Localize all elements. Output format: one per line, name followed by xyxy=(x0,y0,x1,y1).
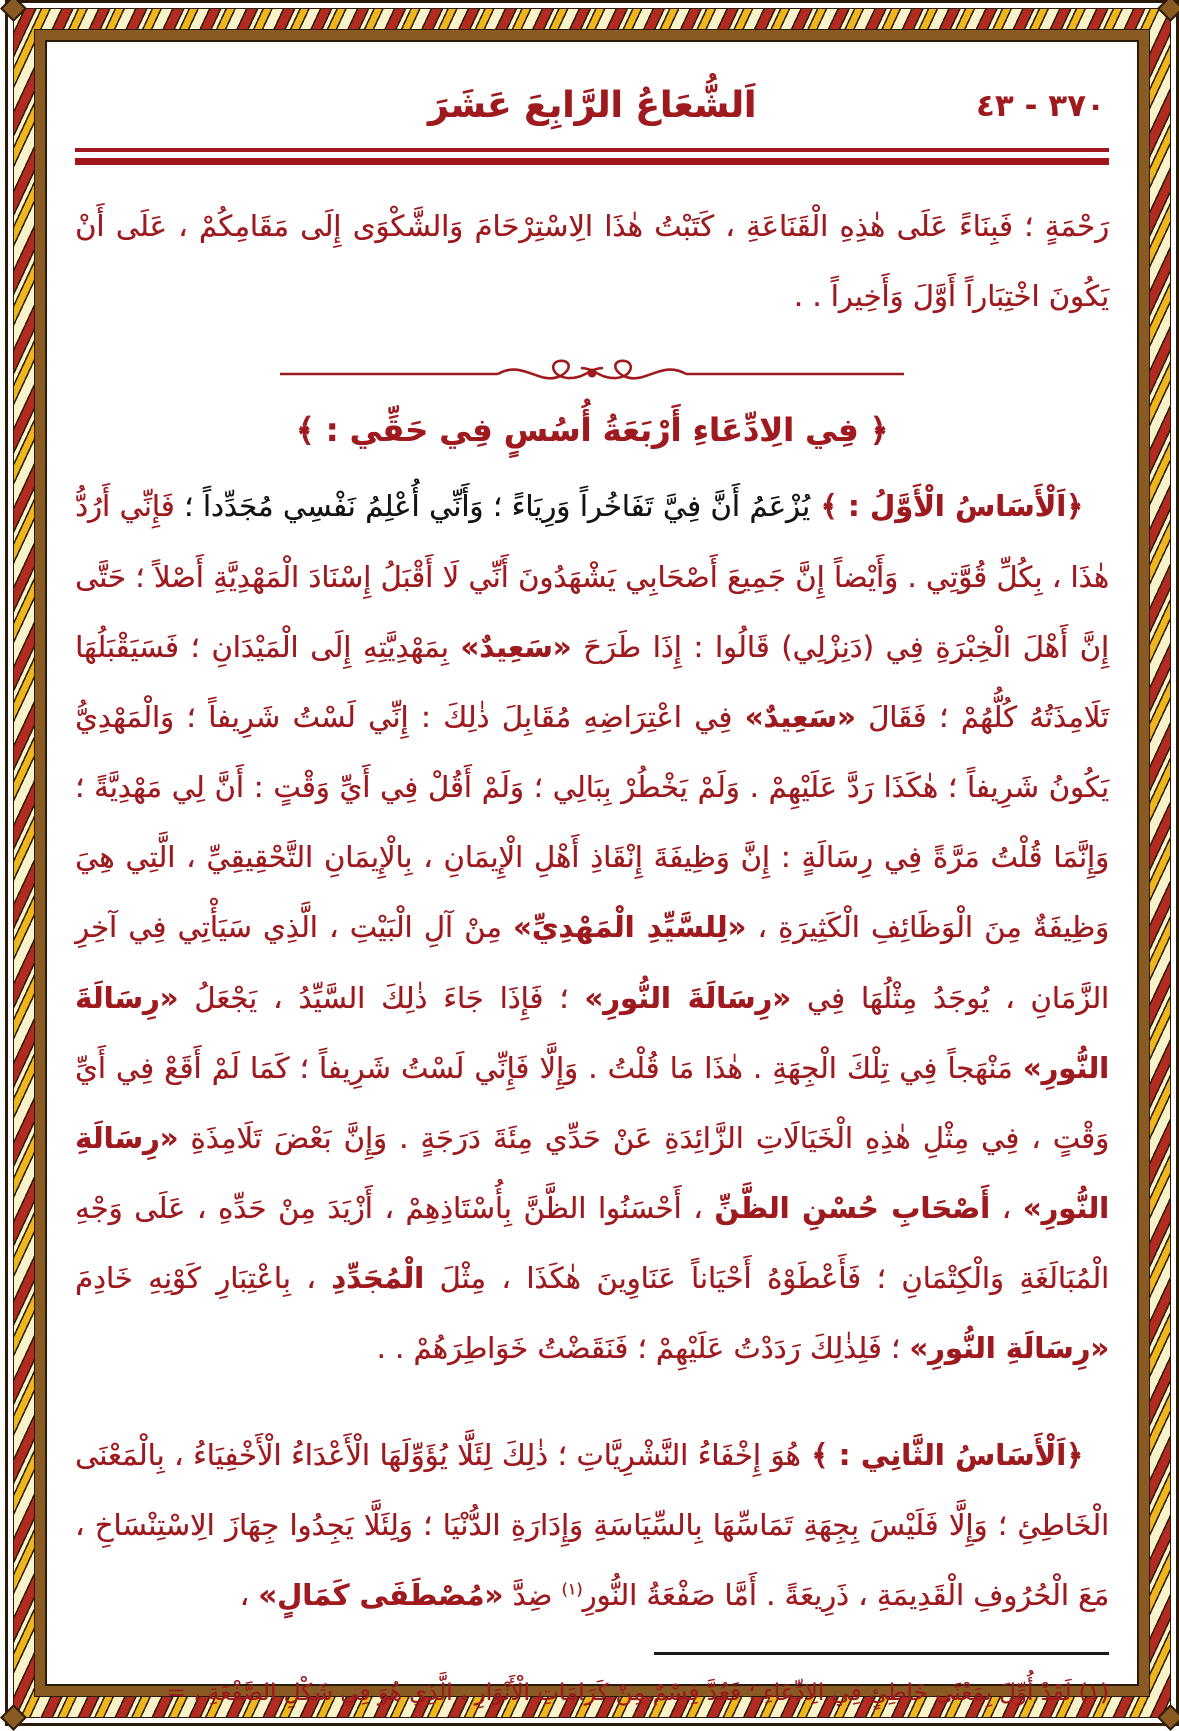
text-run: ؛ فَلِذٰلِكَ رَدَدْتُ عَلَيْهِمْ ؛ فَنَقَضْتُ خَوَاطِرَهُمْ . . xyxy=(376,1331,910,1366)
page-content xyxy=(45,40,1139,1707)
text-run: «لِلسَّيِّدِ الْمَهْدِيِّ» xyxy=(513,910,747,945)
text-run: «رِسَالَةَ النُّورِ» xyxy=(75,980,1109,1085)
text-run: «سَعِيدٌ» xyxy=(460,629,572,664)
page-title: اَلشُّعَاعُ الرَّابِعَ عَشَرَ xyxy=(427,85,757,126)
footnote-separator xyxy=(654,1652,1109,1655)
decorative-border-frame xyxy=(13,8,1171,1718)
text-run: فَإِنِّي أَرُدُّ هٰذَا ، بِكُلِّ قُوَّتِي . وَأَيْضاً إِنَّ جَمِيعَ أَصْحَابِي يَشْهَدُونَ أَنِّي لَا أَقْبَلُ إِسْنَادَ الْمَهْدِيَّةِ أَصْلاً ؛ حَتَّى إِنَّ أَهْلَ الْخِبْرَةِ فِي (دَنِزْلِي) قَالُوا : إِذَا طَرَحَ xyxy=(75,489,1109,664)
text-run: «رِسَالَةِ النُّورِ» xyxy=(75,1120,1109,1226)
page-numbers: ٣٧٠ - ٤٣ xyxy=(975,88,1105,124)
text-run: ، xyxy=(239,1577,259,1612)
flourish-divider-icon xyxy=(272,355,912,387)
paragraph-asas-2 xyxy=(75,1420,1109,1631)
paragraph-asas-1 xyxy=(75,471,1109,1383)
section-heading: ﴿ فِي الِادِّعَاءِ أَرْبَعَةُ أُسُسٍ فِي حَقِّي : ﴾ xyxy=(295,411,889,450)
text-run: الْمُجَدِّدِ xyxy=(331,1261,424,1296)
text-run: مِنْ آلِ الْبَيْتِ ، الَّذِي سَيَأْتِي فِي آخِرِ الزَّمَانِ ، يُوجَدُ مِثْلُهَا فِي xyxy=(75,910,1109,1015)
text-run: فِي اعْتِرَاضِهِ مُقَابِلَ ذٰلِكَ : إِنِّي لَسْتُ شَرِيفاً ؛ وَالْمَهْدِيُّ يَكُونُ شَرِيفاً ؛ هٰكَذَا رَدَّ عَلَيْهِمْ . وَلَمْ يَخْطُرْ بِبَالِي ؛ وَلَمْ أَقُلْ فِي أَيِّ وَقْتٍ : أَنَّ لِي مَهْدِيَّةً ؛ وَإِنَّمَا قُلْتُ مَرَّةً فِي رِسَالَةٍ : إِنَّ وَظِيفَةَ إِنْقَاذِ أَهْلِ الْإِيمَانِ ، بِالْإِيمَانِ التَّحْقِيقِيِّ ، الَّتِي هِيَ وَظِيفَةٌ مِنَ الْوَظَائِفِ الْكَثِيرَةِ ، xyxy=(75,699,1109,945)
intro-paragraph: رَحْمَةٍ ؛ فَبِنَاءً عَلَى هٰذِهِ الْقَنَاعَةِ ، كَتَبْتُ هٰذَا الِاسْتِرْحَامَ وَالشَّكْوَى إِلَى مَقَامِكُمْ ، عَلَى أَنْ يَكُونَ اخْتِبَاراً أَوَّلَ وَأَخِيراً . . xyxy=(75,209,1109,314)
text-run: أَصْحَابِ حُسْنِ الظَّنِّ xyxy=(714,1191,990,1226)
text-run: ، xyxy=(989,1191,1023,1226)
header-double-rule xyxy=(75,148,1109,165)
body-paragraphs xyxy=(75,471,1109,1630)
text-run: ، بِاعْتِبَارِ كَوْنِهِ خَادِمَ xyxy=(75,1261,332,1296)
text-run: ، أَحْسَنُوا الظَّنَّ بِأُسْتَاذِهِمْ ، أَزْيَدَ مِنْ حَدِّهِ ، عَلَى وَجْهِ الْمُبَالَغَةِ وَالْكِتْمَانِ ؛ فَأَعْطَوْهُ أَحْيَاناً عَنَاوِينَ هٰكَذَا ، مِثْلَ xyxy=(75,1191,1109,1296)
text-run: ﴿اَلْأَسَاسُ الْأَوَّلُ : ﴾ xyxy=(810,489,1084,524)
text-run: بِمَهْدِيَّتِهِ إِلَى الْمَيْدَانِ ؛ فَسَيَقْبَلُهَا تَلَامِذَتُهُ كُلُّهُمْ ؛ فَقَالَ xyxy=(75,629,1109,734)
text-run: هُوَ إِخْفَاءُ النَّشْرِيَّاتِ ؛ ذٰلِكَ لِئَلَّا يُؤَوِّلَهَا الْأَعْدَاءُ الْأَخْفِيَاءُ ، بِالْمَعْنَى الْخَاطِئِ ؛ وَإِلَّا فَلَيْسَ بِجِهَةِ تَمَاسِّهَا بِالسِّيَاسَةِ وَإِدَارَةِ الدُّنْيَا ؛ وَلِئَلَّا يَجِدُوا جِهَازَ الِاسْتِنْسَاخِ ، مَعَ الْحُرُوفِ الْقَدِيمَةِ ، ذَرِيعَةً . أَمَّا صَفْعَةُ النُّورِ xyxy=(75,1437,1109,1612)
text-run: ضِدَّ xyxy=(503,1577,562,1612)
text-run: «رِسَالَةِ النُّورِ» xyxy=(909,1331,1109,1366)
footnote-text: (١) لَقَدْ أُوِّلَ بِمَعْنًى خَاطِئٍ فِي الِادِّعَاءِ ؛ فَعُدَّ قِسْمٌ مِنْ كَرَامَاتِ الْأَنْوَارِ ، الَّذِي هُوَ فِي شَكْلِ الصَّفْعَةِ ، = xyxy=(166,1680,1109,1707)
text-run: مَنْهَجاً فِي تِلْكَ الْجِهَةِ . هٰذَا مَا قُلْتُ . وَإِلَّا فَإِنِّي لَسْتُ شَرِيفاً ؛ كَمَا لَمْ أَقَعْ فِي أَيِّ وَقْتٍ ، فِي مِثْلِ هٰذِهِ الْخَيَالَاتِ الزَّائِدَةِ عَنْ حَدِّي مِئَةَ دَرَجَةٍ . وَإِنَّ بَعْضَ تَلَامِذَةِ xyxy=(75,1050,1109,1155)
book-page xyxy=(5,0,1179,1726)
text-run: (١) xyxy=(561,1579,583,1599)
inner-border-band xyxy=(34,29,1150,1707)
text-run: ﴿اَلْأَسَاسُ الثَّانِي : ﴾ xyxy=(800,1437,1084,1472)
text-run: «مُصْطَفَى كَمَالٍ» xyxy=(258,1577,504,1612)
text-run: «سَعِيدٌ» xyxy=(744,699,856,734)
text-run: ؛ فَإِذَا جَاءَ ذٰلِكَ السَّيِّدُ ، يَجْعَلُ xyxy=(178,980,585,1015)
text-run: «رِسَالَةَ النُّورِ» xyxy=(584,980,791,1015)
text-run: يُزْعَمُ أَنَّ فِيَّ تَفَاخُراً وَرِيَاءً ؛ وَأَنِّي أُعْلِمُ نَفْسِي مُجَدِّداً ؛ xyxy=(174,489,811,524)
page-header xyxy=(75,78,1109,134)
